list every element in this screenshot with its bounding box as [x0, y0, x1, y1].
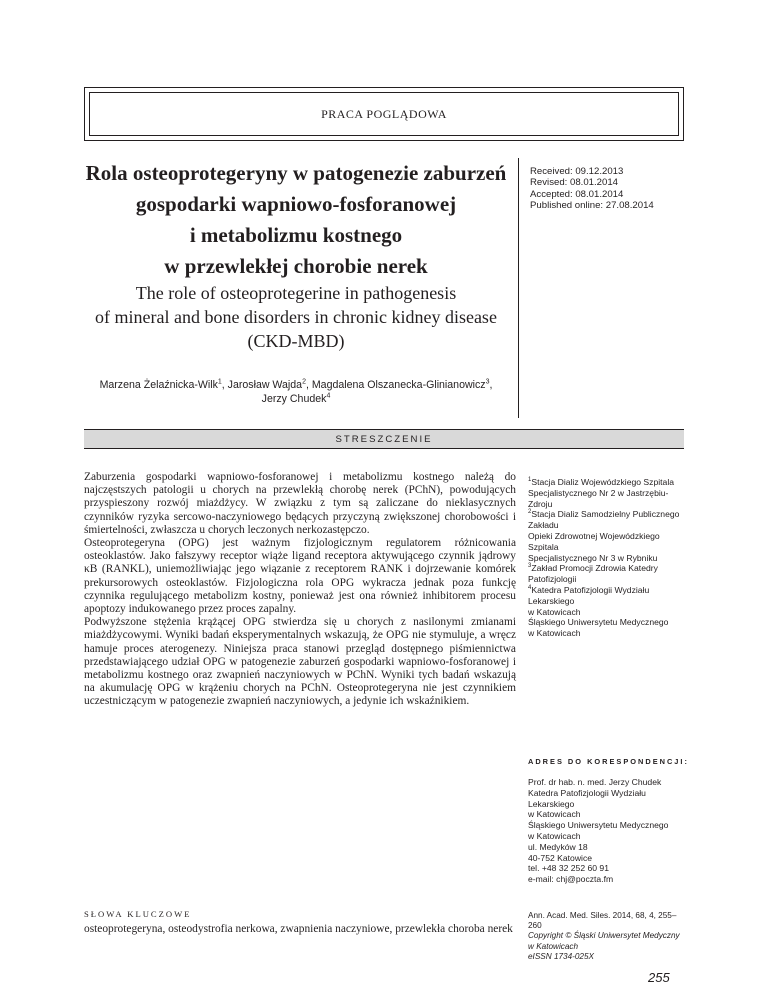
publication-dates [530, 166, 654, 212]
article-type-label: PRACA POGLĄDOWA [89, 92, 679, 136]
affiliation-text: w Katowicach [528, 606, 581, 617]
author-affil-sup: 3 [485, 378, 490, 386]
abstract-body [84, 471, 516, 709]
title-polish [84, 158, 508, 282]
affiliation-text: Stacja Dializ Wojewódzkiego Szpitala [531, 477, 675, 487]
affiliation-line [528, 553, 688, 564]
correspondence-line: tel. +48 32 252 60 91 [528, 863, 609, 874]
keywords-heading: SŁOWA KLUCZOWE [84, 909, 192, 919]
title-polish-line: Rola osteoprotegeryny w patogenezie zaburzeń [85, 161, 507, 185]
date-received: Received: 09.12.2013 [530, 166, 624, 177]
author-separator: , [489, 379, 493, 391]
affiliation-line [528, 477, 688, 488]
correspondence-line: 40-752 Katowice [528, 852, 593, 863]
correspondence-line: Prof. dr hab. n. med. Jerzy Chudek [528, 777, 662, 787]
authors [84, 378, 508, 406]
affiliation-line [528, 509, 688, 531]
journal-citation: Ann. Acad. Med. Siles. 2014, 68, 4, 255–260 [528, 911, 677, 931]
correspondence-line: w Katowicach [528, 830, 581, 841]
affiliation-sup: 4 [528, 585, 532, 592]
correspondence-line: ul. Medyków 18 [528, 841, 588, 852]
journal-copyright: w Katowicach [528, 941, 579, 951]
date-accepted: Accepted: 08.01.2014 [530, 188, 624, 200]
abstract-paragraph: Osteoprotegeryna (OPG) jest ważnym fizjologicznym regulatorem różnicowania osteoklastów. Jako fałszywy receptor wiąże ligand receptora aktywującego czynnik jądrowy κB (RANKL), uniemożliwiając jego wiązanie z receptorem RANK i dojrzewanie komórek prekursorowych osteoklastów. Fizjologiczna rola OPG wykracza jednak poza funkcję czynnika regulującego metabolizm kostny, ponieważ jest ona również inhibitorem procesu apoptozy indukowanego przez proces zapalny. [84, 537, 516, 616]
author-name: Marzena Żelaźnicka-Wilk [99, 379, 218, 391]
title-polish-line: i metabolizmu kostnego [189, 223, 403, 247]
affiliation-sup: 3 [528, 563, 532, 570]
correspondence-line: Śląskiego Uniwersytetu Medycznego [528, 820, 669, 831]
affiliation-text: Specjalistycznego Nr 3 w Rybniku [528, 552, 658, 563]
affiliation-text: Specjalistycznego Nr 2 w Jastrzębiu-Zdroju [528, 487, 669, 509]
author-name: Jerzy Chudek [261, 393, 327, 405]
affiliation-text: Śląskiego Uniwersytetu Medycznego [528, 617, 669, 628]
correspondence-line: Katedra Patofizjologii Wydziału Lekarskiego [528, 787, 646, 809]
abstract-paragraph: Zaburzenia gospodarki wapniowo-fosforanowej i metabolizmu kostnego należą do najczęstszych patologii u chorych na przewlekłą chorobę nerek (PChN), powodujących przyspieszony rozwój miażdżycy. W związku z tym są zaliczane do nieklasycznych czynników ryzyka sercowo-naczyniowego będących przyczyną zwiększonej chorobowości i śmiertelności, zwłaszcza u chorych leczonych nerkozastępczo. [84, 471, 516, 536]
title-english [64, 281, 528, 353]
affiliation-text: w Katowicach [528, 628, 581, 639]
author-affil-sup: 2 [302, 378, 306, 386]
affiliations [528, 477, 688, 639]
affiliation-line [528, 628, 688, 639]
title-english-line: The role of osteoprotegerine in pathogenesis [135, 283, 457, 303]
affiliation-sup: 2 [528, 509, 532, 516]
title-english-line: (CKD-MBD) [247, 331, 345, 351]
affiliation-text: Opieki Zdrowotnej Wojewódzkiego Szpitala [528, 530, 660, 552]
author-affil-sup: 4 [326, 392, 331, 400]
correspondence-address [528, 777, 688, 885]
title-english-line: of mineral and bone disorders in chronic kidney disease [95, 307, 497, 327]
affiliation-line [528, 531, 688, 553]
correspondence-heading: ADRES DO KORESPONDENCJI: [528, 757, 689, 766]
affiliation-text: Zakład Promocji Zdrowia Katedry Patofizjologii [528, 563, 658, 585]
date-revised: Revised: 08.01.2014 [530, 177, 619, 189]
author-affil-sup: 1 [217, 378, 222, 386]
author-name: , Magdalena Olszanecka-Glinianowicz [305, 379, 486, 391]
date-published: Published online: 27.08.2014 [530, 200, 654, 212]
keywords-text: osteoprotegeryna, osteodystrofia nerkowa, zwapnienia naczyniowe, przewlekła choroba nerek [84, 923, 513, 935]
abstract-paragraph: Podwyższone stężenia krążącej OPG stwierdza się u chorych z nasilonymi zmianami miażdżycowymi. Wyniki badań eksperymentalnych wskazują, że OPG nie stymuluje, a wręcz hamuje proces aterogenezy. Niniejsza praca stanowi przegląd dostępnego piśmiennictwa przedstawiającego udział OPG w patogenezie zaburzeń gospodarki wapniowo-fosforanowej i metabolizmu kostnego oraz zwapnień naczyniowych w PChN. Wyniki tych badań wskazują na akumulację OPG w krążeniu chorych na PChN. Osteoprotegeryna nie jest czynnikiem uczestniczącym w patogenezie zwapnień naczyniowych, a jedynie ich wskaźnikiem. [84, 616, 516, 708]
journal-copyright: Copyright © Śląski Uniwersytet Medyczny [528, 931, 680, 941]
journal-eissn: eISSN 1734-025X [528, 951, 594, 961]
title-polish-line: w przewlekłej chorobie nerek [164, 254, 428, 278]
correspondence-line: w Katowicach [528, 809, 581, 820]
authors-line-1 [84, 378, 508, 392]
affiliation-text: Katedra Patofizjologii Wydziału Lekarskiego [528, 584, 650, 606]
affiliation-text: Stacja Dializ Samodzielny Publicznego Zakładu [528, 509, 680, 531]
affiliation-line [528, 617, 688, 628]
page-number: 255 [648, 970, 670, 985]
correspondence-email: e-mail: chj@poczta.fm [528, 874, 614, 885]
affiliation-line [528, 488, 688, 510]
title-polish-line: gospodarki wapniowo-fosforanowej [135, 192, 457, 216]
affiliation-sup: 1 [528, 477, 532, 484]
author-name: , Jarosław Wajda [221, 379, 303, 391]
affiliation-line [528, 563, 688, 585]
abstract-heading: STRESZCZENIE [84, 429, 684, 449]
affiliation-line [528, 607, 688, 618]
authors-line-2 [84, 392, 508, 406]
affiliation-line [528, 585, 688, 607]
article-type-box [84, 87, 684, 141]
journal-info [528, 911, 688, 962]
